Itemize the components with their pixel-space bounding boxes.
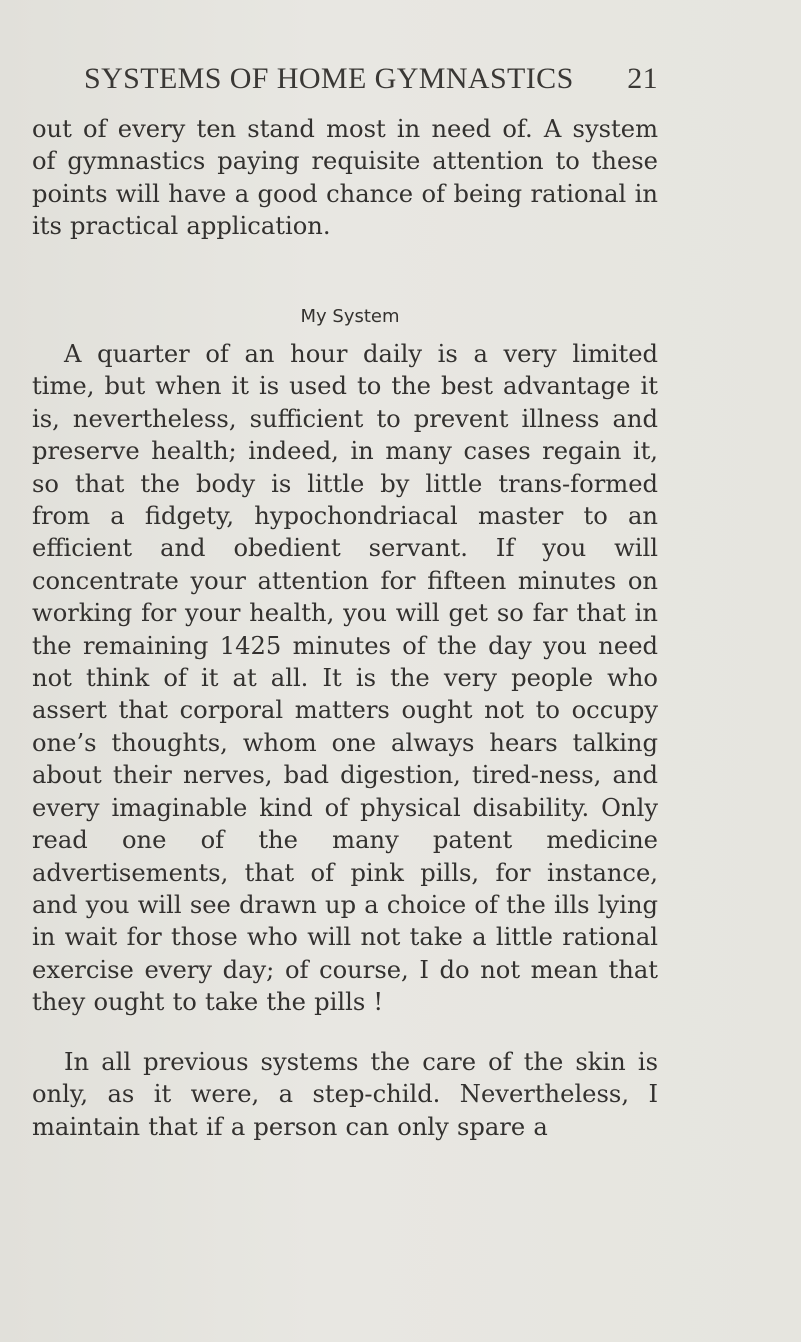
- running-head: [84, 62, 658, 102]
- paragraph-skin-care: In all previous systems the care of the skin is only, as it were, a step-child. Nevertheless, I maintain that if a person can only spare a: [32, 1048, 658, 1141]
- paragraph-my-system: A quarter of an hour daily is a very limited time, but when it is used to the best advantage it is, nevertheless, sufficient to prevent illness and preserve health; indeed, in many cases regain it, so that the body is little by little trans-formed from a fidgety, hypochondriacal master to an efficient and obedient servant. If you will concentrate your attention for fifteen minutes on working for your health, you will get so far that in the remaining 1425 minutes of the day you need not think of it at all. It is the very people who assert that corporal matters ought not to occupy one’s thoughts, whom one always hears talking about their nerves, bad digestion, tired-ness, and every imaginable kind of physical disability. Only read one of the many patent medicine advertisements, that of pink pills, for instance, and you will see drawn up a choice of the ills lying in wait for those who will not take a little rational exercise every day; of course, I do not mean that they ought to take the pills !: [32, 340, 658, 1017]
- section-heading: My System: [300, 306, 400, 327]
- running-title: SYSTEMS OF HOME GYMNASTICS: [84, 62, 574, 95]
- paragraph-continuation: out of every ten stand most in need of. A system of gymnastics paying requisite attention to these points will have a good chance of being rational in its practical application.: [32, 115, 658, 241]
- page-number: 21: [627, 62, 658, 95]
